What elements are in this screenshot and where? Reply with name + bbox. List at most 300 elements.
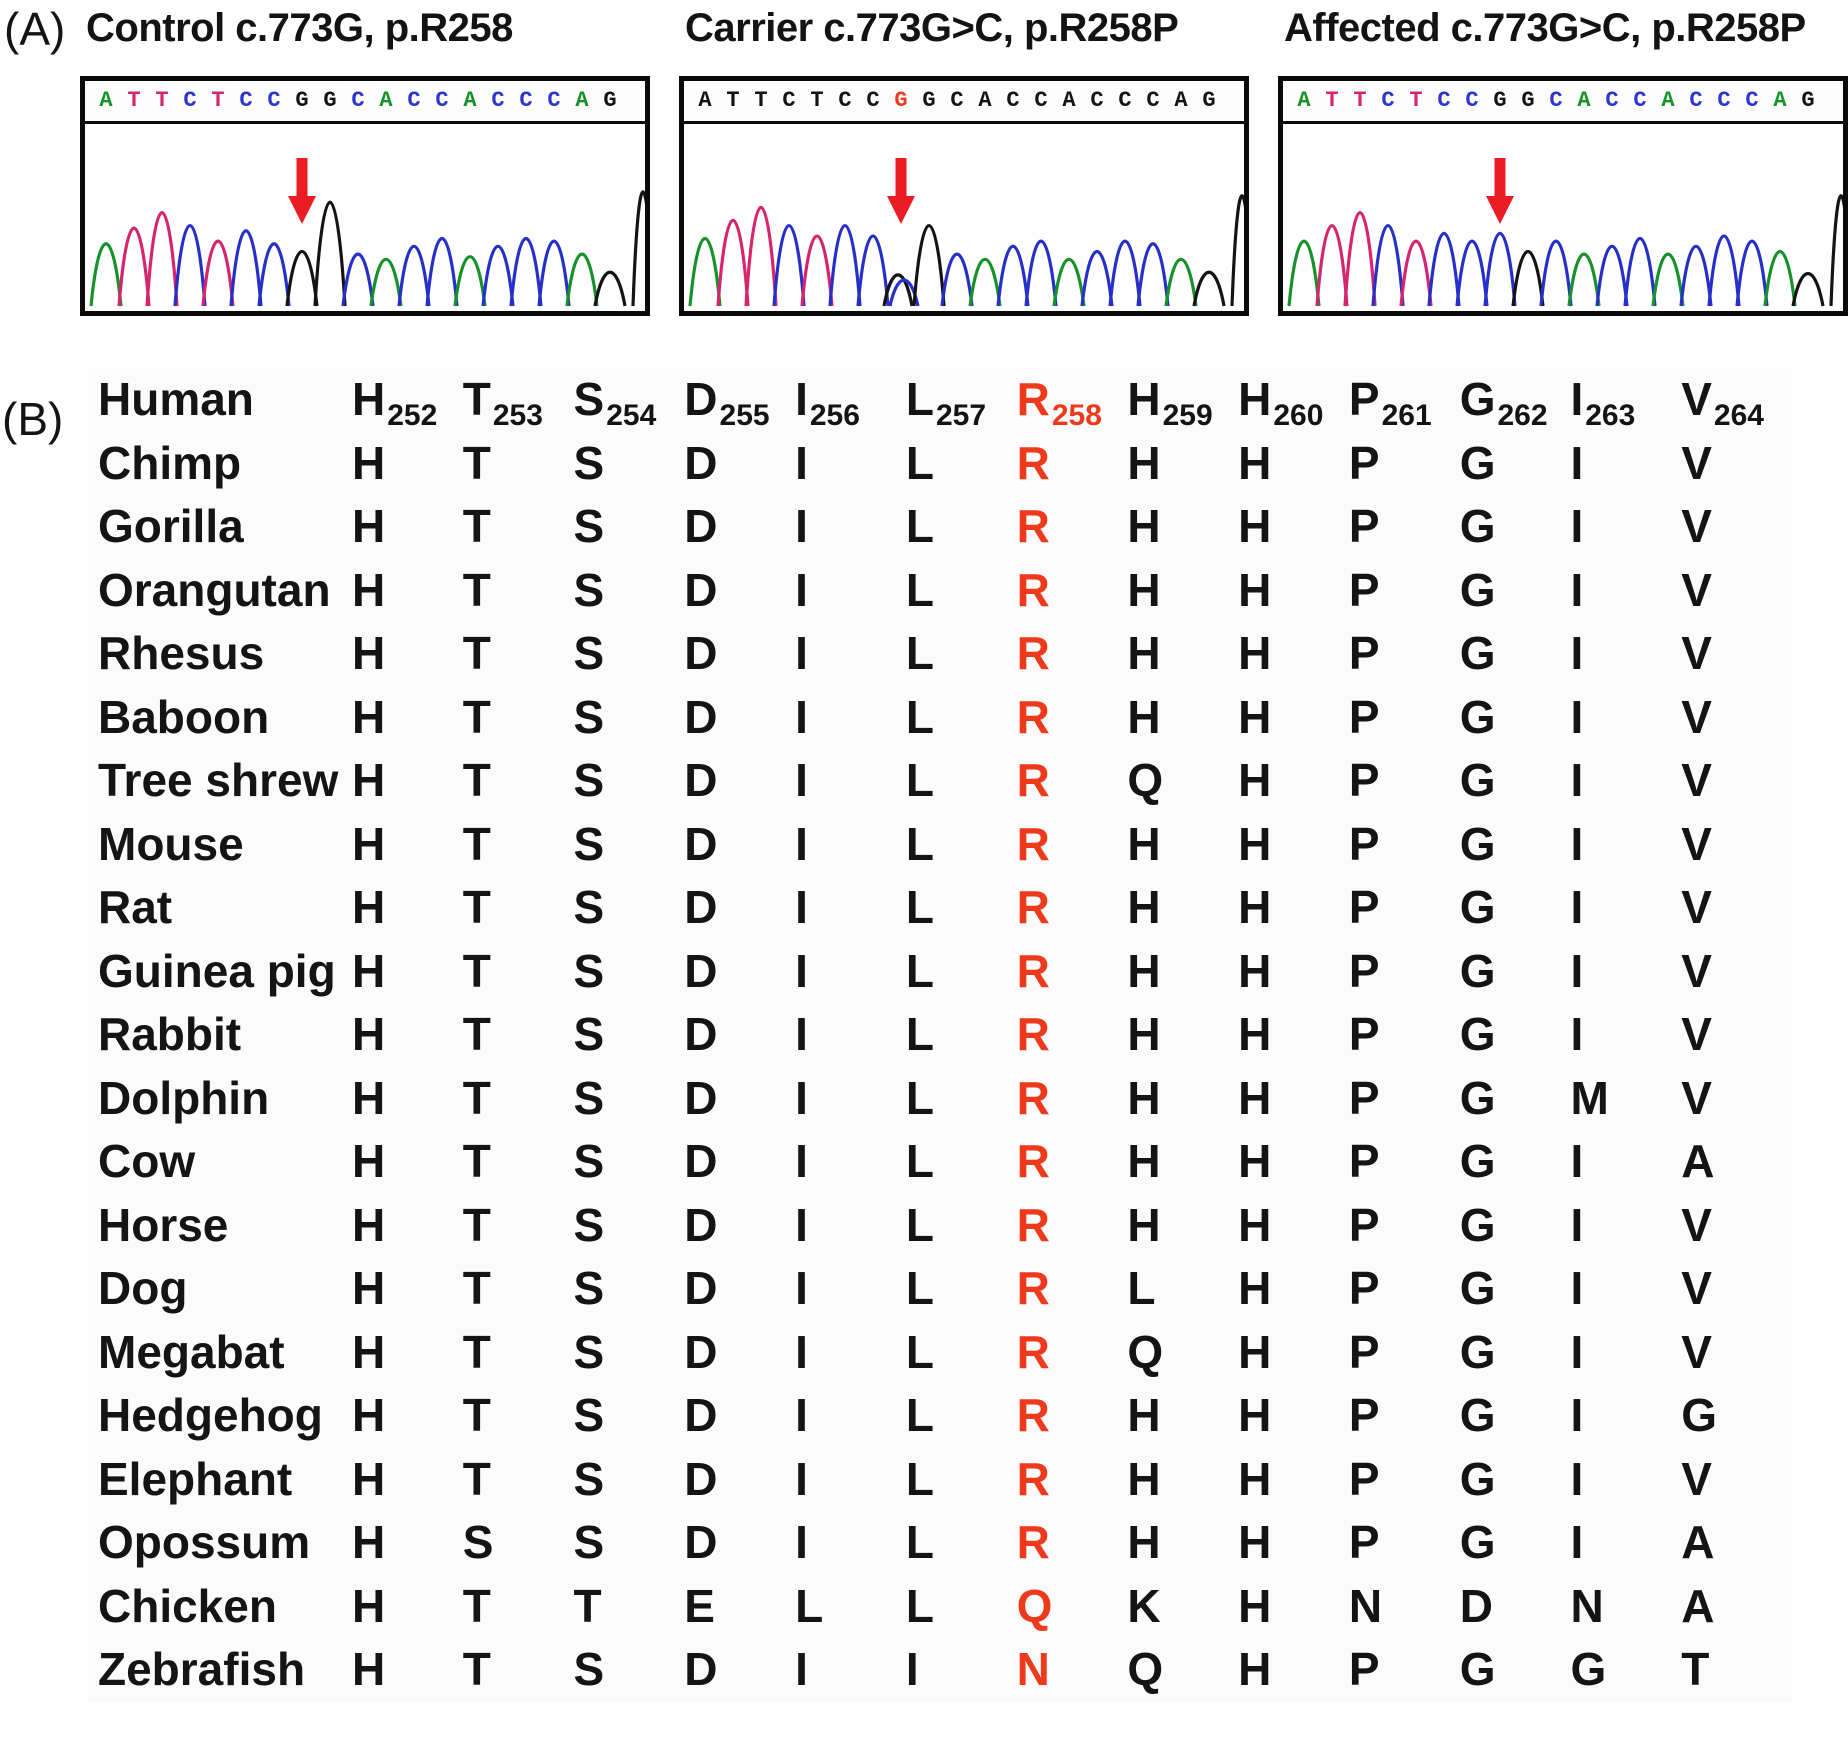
trace-peak bbox=[718, 220, 748, 306]
residue-cell: G bbox=[1459, 436, 1496, 489]
residue-cell: R bbox=[1016, 944, 1050, 997]
residue-cell: G bbox=[1459, 1262, 1496, 1314]
residue-cell: T bbox=[462, 1198, 491, 1251]
residue-cell: I bbox=[795, 690, 808, 743]
trace-peak bbox=[746, 207, 776, 306]
basecall-letter: G bbox=[1521, 88, 1535, 113]
residue-cell: G bbox=[1459, 1389, 1496, 1441]
residue-cell: S bbox=[573, 1071, 605, 1124]
residue-cell: G bbox=[1459, 690, 1496, 743]
trace-peak bbox=[1569, 254, 1599, 306]
residue-cell: D bbox=[684, 1389, 718, 1441]
residue-cell: V bbox=[1681, 1198, 1712, 1251]
trace-peak bbox=[1289, 241, 1319, 306]
residue-cell: G bbox=[1459, 817, 1496, 870]
residue-cell: H bbox=[352, 563, 386, 616]
trace-peak bbox=[998, 246, 1028, 306]
residue-cell: L bbox=[905, 817, 934, 870]
residue-cell: D bbox=[684, 1008, 718, 1060]
basecall-letter: C bbox=[239, 88, 253, 113]
residue-cell: H bbox=[1238, 754, 1272, 806]
species-name: Rat bbox=[98, 881, 173, 933]
residue-cell: P bbox=[1348, 1198, 1380, 1251]
residue-position-number: 252 bbox=[387, 399, 438, 432]
trace-peak bbox=[343, 254, 373, 306]
residue-cell: L bbox=[905, 1135, 934, 1187]
trace-peak bbox=[942, 254, 972, 306]
basecall-letter: C bbox=[547, 88, 561, 113]
header-residue-letter: D bbox=[684, 373, 718, 425]
basecall-letter: A bbox=[463, 88, 477, 113]
residue-cell: I bbox=[1570, 563, 1584, 616]
residue-cell: H bbox=[352, 881, 386, 933]
basecall-letter: C bbox=[1605, 88, 1619, 113]
trace-peak bbox=[1194, 272, 1224, 306]
residue-cell: I bbox=[1570, 436, 1584, 489]
header-residue-letter: R bbox=[1016, 373, 1050, 425]
basecall-letter: C bbox=[1549, 88, 1563, 113]
basecall-letter: T bbox=[1325, 88, 1339, 113]
trace-peak bbox=[858, 236, 888, 306]
residue-cell: H bbox=[352, 1516, 386, 1568]
species-name: Megabat bbox=[98, 1325, 285, 1378]
trace-peak bbox=[539, 241, 569, 306]
residue-cell: T bbox=[573, 1579, 602, 1632]
residue-cell: L bbox=[905, 1579, 934, 1632]
residue-cell: D bbox=[684, 1135, 718, 1187]
trace-peak bbox=[1429, 233, 1459, 306]
residue-cell: H bbox=[352, 1452, 386, 1505]
alignment-header-cell bbox=[574, 368, 685, 432]
residue-cell: R bbox=[1016, 1389, 1050, 1441]
residue-cell: L bbox=[905, 754, 934, 806]
residue-cell: L bbox=[905, 1008, 934, 1060]
residue-cell: D bbox=[684, 1198, 718, 1251]
basecall-letter: G bbox=[922, 88, 936, 113]
residue-cell: P bbox=[1348, 1643, 1380, 1695]
residue-position-number: 256 bbox=[809, 399, 860, 432]
residue-cell: H bbox=[1238, 1389, 1272, 1441]
residue-cell: A bbox=[1681, 1135, 1715, 1187]
residue-cell: L bbox=[905, 627, 934, 679]
residue-cell: H bbox=[352, 627, 386, 679]
residue-cell: S bbox=[573, 1452, 605, 1505]
mutation-arrow-icon bbox=[1486, 158, 1514, 224]
header-residue-letter: S bbox=[573, 373, 605, 425]
basecall-letter: A bbox=[1297, 88, 1311, 113]
residue-cell: G bbox=[1459, 1008, 1496, 1060]
trace-peak bbox=[399, 246, 429, 306]
residue-cell: G bbox=[1459, 500, 1496, 552]
residue-cell: D bbox=[684, 500, 718, 552]
header-residue-letter: P bbox=[1348, 373, 1380, 425]
residue-position-number: 263 bbox=[1585, 399, 1636, 432]
residue-cell: R bbox=[1016, 881, 1050, 933]
residue-cell: H bbox=[1127, 1389, 1161, 1441]
basecall-letter: T bbox=[754, 88, 768, 113]
residue-cell: R bbox=[1016, 1452, 1050, 1505]
trace-peak bbox=[287, 252, 317, 306]
species-name: Chimp bbox=[98, 436, 242, 489]
residue-cell: I bbox=[1570, 627, 1584, 679]
residue-cell: H bbox=[1238, 1579, 1272, 1632]
residue-cell: R bbox=[1016, 1071, 1050, 1124]
species-name: Gorilla bbox=[98, 500, 244, 552]
trace-peak bbox=[119, 228, 149, 306]
residue-cell: V bbox=[1681, 817, 1712, 870]
residue-position-number: 258 bbox=[1051, 399, 1102, 432]
residue-cell: V bbox=[1681, 436, 1712, 489]
basecall-letter: A bbox=[99, 88, 113, 113]
alignment-header-cell bbox=[1238, 368, 1349, 432]
residue-cell: H bbox=[352, 1198, 386, 1251]
residue-cell: Q bbox=[1127, 754, 1164, 806]
basecall-letter: G bbox=[1493, 88, 1507, 113]
trace-peak bbox=[1765, 252, 1795, 306]
residue-cell: H bbox=[1127, 881, 1161, 933]
residue-cell: H bbox=[352, 690, 386, 743]
chromatogram-row bbox=[80, 0, 1848, 316]
mutation-arrow-icon bbox=[887, 158, 915, 224]
chromatogram-box bbox=[679, 76, 1249, 316]
chromatogram-box bbox=[1278, 76, 1848, 316]
basecall-letter: C bbox=[1689, 88, 1703, 113]
residue-cell: R bbox=[1016, 690, 1050, 743]
alignment-header-cell bbox=[795, 368, 906, 432]
residue-cell: G bbox=[1459, 627, 1496, 679]
residue-cell: T bbox=[462, 436, 491, 489]
residue-cell: R bbox=[1016, 563, 1050, 616]
residue-cell: I bbox=[795, 1516, 808, 1568]
residue-cell: P bbox=[1348, 1452, 1380, 1505]
alignment-table bbox=[88, 368, 1792, 1702]
residue-cell: L bbox=[905, 1071, 934, 1124]
chromatogram-title: Carrier c.773G>C, p.R258P bbox=[685, 6, 1179, 50]
residue-position-number: 257 bbox=[935, 399, 987, 432]
residue-cell: H bbox=[1127, 1135, 1161, 1187]
residue-cell: H bbox=[352, 944, 386, 997]
residue-cell: P bbox=[1348, 690, 1380, 743]
species-name: Hedgehog bbox=[98, 1389, 323, 1441]
residue-cell: H bbox=[1127, 1198, 1161, 1251]
residue-cell: S bbox=[573, 1198, 605, 1251]
residue-cell: H bbox=[352, 1325, 386, 1378]
basecall-letter: C bbox=[1437, 88, 1451, 113]
basecall-letter: C bbox=[519, 88, 533, 113]
trace-peak bbox=[371, 259, 401, 306]
residue-cell: V bbox=[1681, 1325, 1712, 1378]
header-residue-letter: I bbox=[795, 373, 808, 425]
residue-cell: I bbox=[795, 500, 808, 552]
chromatogram-trace bbox=[85, 124, 645, 311]
residue-cell: V bbox=[1681, 563, 1712, 616]
residue-cell: L bbox=[1127, 1262, 1156, 1314]
residue-cell: H bbox=[1238, 563, 1272, 616]
residue-cell: S bbox=[573, 500, 605, 552]
residue-cell: H bbox=[352, 754, 386, 806]
basecall-letter: T bbox=[1353, 88, 1367, 113]
residue-cell: H bbox=[1127, 817, 1161, 870]
residue-cell: T bbox=[462, 1071, 491, 1124]
residue-cell: H bbox=[352, 1389, 386, 1441]
alignment-header-cell bbox=[1460, 368, 1571, 432]
residue-cell: D bbox=[684, 1643, 718, 1695]
panel-b-label: (B) bbox=[2, 393, 64, 445]
basecall-letter: A bbox=[1773, 88, 1787, 113]
residue-cell: L bbox=[905, 690, 934, 743]
residue-cell: S bbox=[573, 754, 605, 806]
residue-cell: V bbox=[1681, 1071, 1712, 1124]
basecall-letter: C bbox=[1633, 88, 1647, 113]
trace-peak bbox=[1737, 241, 1767, 306]
residue-cell: I bbox=[1570, 1135, 1584, 1187]
residue-cell: T bbox=[1681, 1643, 1710, 1695]
residue-cell: H bbox=[1127, 1008, 1161, 1060]
residue-cell: H bbox=[352, 436, 386, 489]
species-name: Zebrafish bbox=[98, 1643, 306, 1695]
basecall-letter: C bbox=[351, 88, 365, 113]
chromatogram-title: Affected c.773G>C, p.R258P bbox=[1284, 6, 1806, 50]
residue-cell: D bbox=[684, 563, 718, 616]
trace-peak bbox=[1082, 252, 1112, 306]
residue-cell: D bbox=[684, 627, 718, 679]
residue-cell: L bbox=[905, 1389, 934, 1441]
basecall-letter: C bbox=[1006, 88, 1020, 113]
residue-cell: H bbox=[1238, 436, 1272, 489]
basecall-letter: C bbox=[1146, 88, 1160, 113]
residue-cell: V bbox=[1681, 690, 1712, 743]
residue-cell: I bbox=[1570, 1198, 1584, 1251]
residue-cell: T bbox=[462, 1452, 491, 1505]
basecall-strip bbox=[85, 81, 645, 124]
residue-cell: V bbox=[1681, 754, 1712, 806]
residue-cell: H bbox=[1238, 500, 1272, 552]
residue-cell: I bbox=[795, 436, 808, 489]
residue-cell: L bbox=[905, 1516, 934, 1568]
residue-cell: R bbox=[1016, 500, 1050, 552]
header-residue-letter: H bbox=[1238, 373, 1272, 425]
trace-peak bbox=[1485, 233, 1515, 306]
residue-cell: I bbox=[795, 1071, 808, 1124]
residue-cell: L bbox=[905, 1325, 934, 1378]
trace-peak bbox=[315, 202, 345, 306]
residue-cell: H bbox=[1238, 1325, 1272, 1378]
residue-cell: I bbox=[1570, 944, 1584, 997]
residue-cell: S bbox=[573, 1135, 605, 1187]
residue-cell: S bbox=[573, 1325, 605, 1378]
residue-cell: V bbox=[1681, 944, 1712, 997]
alignment-header-cell bbox=[906, 368, 1017, 432]
residue-cell: R bbox=[1016, 1008, 1050, 1060]
residue-cell: V bbox=[1681, 1262, 1712, 1314]
header-residue-letter: G bbox=[1459, 373, 1496, 425]
species-name: Opossum bbox=[98, 1516, 311, 1568]
chromatogram-trace-area bbox=[684, 124, 1244, 311]
residue-cell: H bbox=[1127, 436, 1161, 489]
basecall-letter: C bbox=[183, 88, 197, 113]
residue-cell: S bbox=[573, 563, 605, 616]
header-residue-letter: H bbox=[1127, 373, 1161, 425]
basecall-letter: A bbox=[1661, 88, 1675, 113]
residue-cell: D bbox=[684, 1325, 718, 1378]
residue-cell: I bbox=[795, 1325, 808, 1378]
residue-cell: I bbox=[795, 754, 808, 806]
header-residue-letter: L bbox=[905, 373, 934, 425]
basecall-letter: A bbox=[1062, 88, 1076, 113]
residue-cell: L bbox=[905, 500, 934, 552]
basecall-letter: C bbox=[782, 88, 796, 113]
residue-position-number: 253 bbox=[492, 399, 543, 432]
basecall-letter: A bbox=[1577, 88, 1591, 113]
residue-cell: T bbox=[462, 944, 491, 997]
residue-position-number: 262 bbox=[1497, 399, 1548, 432]
residue-cell: H bbox=[1127, 1071, 1161, 1124]
species-name: Horse bbox=[98, 1198, 229, 1251]
alignment-header-cell bbox=[463, 368, 574, 432]
trace-peak bbox=[147, 213, 177, 306]
residue-cell: I bbox=[1570, 690, 1584, 743]
residue-cell: L bbox=[905, 563, 934, 616]
species-name: Chicken bbox=[98, 1579, 277, 1632]
residue-position-number: 254 bbox=[606, 399, 657, 432]
residue-cell: H bbox=[1127, 627, 1161, 679]
species-name: Human bbox=[98, 373, 254, 425]
basecall-letter: G bbox=[323, 88, 337, 113]
alignment-header-cell bbox=[684, 368, 795, 432]
residue-cell: T bbox=[462, 627, 491, 679]
residue-cell: S bbox=[573, 690, 605, 743]
residue-cell: D bbox=[684, 436, 718, 489]
basecall-letter: C bbox=[1034, 88, 1048, 113]
residue-cell: G bbox=[1459, 563, 1496, 616]
panel-a-label: (A) bbox=[4, 3, 66, 55]
trace-peak bbox=[511, 239, 541, 306]
residue-cell: N bbox=[1570, 1579, 1604, 1632]
residue-cell: I bbox=[795, 817, 808, 870]
residue-cell: D bbox=[684, 1262, 718, 1314]
species-name: Orangutan bbox=[98, 563, 331, 616]
residue-cell: T bbox=[462, 500, 491, 552]
trace-peak bbox=[1138, 244, 1168, 306]
chromatogram-trace bbox=[684, 124, 1244, 311]
trace-peak bbox=[1317, 226, 1347, 306]
residue-cell: S bbox=[573, 1389, 605, 1441]
trace-peak bbox=[1831, 196, 1843, 306]
residue-cell: I bbox=[795, 1643, 808, 1695]
basecall-letter: C bbox=[267, 88, 281, 113]
residue-cell: S bbox=[573, 1262, 605, 1314]
residue-cell: G bbox=[1459, 1198, 1496, 1251]
trace-peak bbox=[1653, 254, 1683, 306]
trace-peak bbox=[483, 246, 513, 306]
residue-cell: H bbox=[1127, 500, 1161, 552]
residue-cell: Q bbox=[1127, 1643, 1164, 1695]
residue-cell: R bbox=[1016, 436, 1050, 489]
residue-cell: E bbox=[684, 1579, 715, 1632]
residue-cell: R bbox=[1016, 1198, 1050, 1251]
species-name: Elephant bbox=[98, 1452, 293, 1505]
trace-peak bbox=[1709, 236, 1739, 306]
basecall-strip bbox=[684, 81, 1244, 124]
chromatogram-panel bbox=[80, 0, 650, 316]
residue-cell: S bbox=[573, 817, 605, 870]
species-name: Dolphin bbox=[98, 1071, 270, 1124]
residue-cell: I bbox=[1570, 881, 1584, 933]
residue-cell: I bbox=[1570, 754, 1584, 806]
residue-cell: L bbox=[905, 1198, 934, 1251]
residue-cell: P bbox=[1348, 627, 1380, 679]
trace-peak bbox=[1457, 241, 1487, 306]
mutation-arrow-icon bbox=[288, 158, 316, 224]
residue-cell: G bbox=[1459, 1452, 1496, 1505]
trace-peak bbox=[1401, 241, 1431, 306]
basecall-letter: A bbox=[379, 88, 393, 113]
residue-cell: D bbox=[684, 1071, 718, 1124]
residue-cell: T bbox=[462, 817, 491, 870]
residue-cell: P bbox=[1348, 1262, 1380, 1314]
species-name: Guinea pig bbox=[98, 944, 336, 997]
chromatogram-title: Control c.773G, p.R258 bbox=[86, 6, 513, 50]
trace-peak bbox=[690, 239, 720, 306]
residue-position-number: 261 bbox=[1381, 399, 1432, 432]
species-name: Rhesus bbox=[98, 627, 265, 679]
residue-cell: I bbox=[1570, 1325, 1584, 1378]
trace-peak bbox=[1232, 196, 1244, 306]
basecall-letter: A bbox=[978, 88, 992, 113]
residue-cell: R bbox=[1016, 817, 1050, 870]
residue-cell: P bbox=[1348, 754, 1380, 806]
residue-cell: V bbox=[1681, 627, 1712, 679]
residue-cell: Q bbox=[1016, 1579, 1053, 1632]
residue-cell: I bbox=[1570, 817, 1584, 870]
residue-cell: H bbox=[1238, 817, 1272, 870]
basecall-letter: G bbox=[1202, 88, 1216, 113]
basecall-letter: T bbox=[155, 88, 169, 113]
residue-cell: P bbox=[1348, 881, 1380, 933]
basecall-strip bbox=[1283, 81, 1843, 124]
header-residue-letter: H bbox=[352, 373, 386, 425]
trace-peak bbox=[1513, 252, 1543, 306]
residue-cell: V bbox=[1681, 500, 1712, 552]
residue-cell: S bbox=[573, 944, 605, 997]
trace-peak bbox=[633, 192, 645, 306]
basecall-letter: C bbox=[1465, 88, 1479, 113]
basecall-letter: C bbox=[1745, 88, 1759, 113]
residue-cell: K bbox=[1127, 1579, 1161, 1632]
residue-cell: I bbox=[1570, 1008, 1584, 1060]
residue-cell: G bbox=[1459, 754, 1496, 806]
residue-cell: P bbox=[1348, 1135, 1380, 1187]
residue-cell: G bbox=[1459, 944, 1496, 997]
residue-cell: H bbox=[1238, 690, 1272, 743]
residue-cell: S bbox=[573, 1516, 605, 1568]
basecall-letter: C bbox=[1717, 88, 1731, 113]
residue-cell: G bbox=[1570, 1643, 1607, 1695]
residue-cell: P bbox=[1348, 1389, 1380, 1441]
trace-peak bbox=[914, 226, 944, 306]
residue-cell: Q bbox=[1127, 1325, 1164, 1378]
residue-cell: L bbox=[905, 1262, 934, 1314]
residue-cell: A bbox=[1681, 1579, 1715, 1632]
residue-cell: P bbox=[1348, 563, 1380, 616]
residue-cell: H bbox=[352, 1008, 386, 1060]
residue-cell: I bbox=[795, 563, 808, 616]
residue-cell: S bbox=[573, 1008, 605, 1060]
trace-peak bbox=[427, 239, 457, 306]
species-name: Rabbit bbox=[98, 1008, 242, 1060]
residue-cell: I bbox=[795, 1008, 808, 1060]
residue-cell: T bbox=[462, 1325, 491, 1378]
